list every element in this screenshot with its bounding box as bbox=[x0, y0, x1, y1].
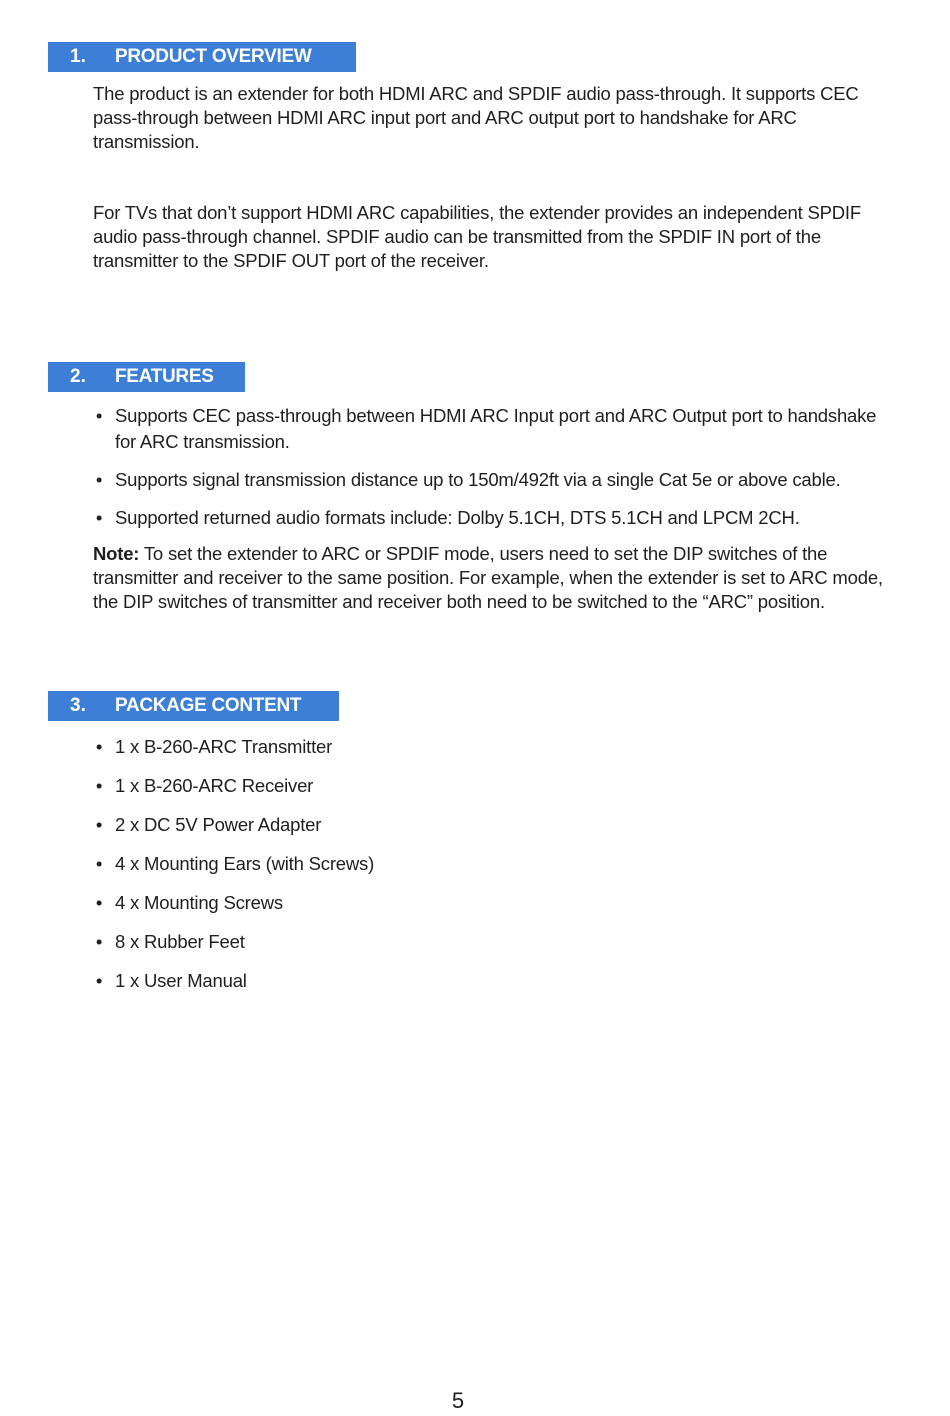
section-header-features bbox=[48, 362, 245, 392]
features-list bbox=[93, 403, 898, 543]
list-item-text: Supports CEC pass-through between HDMI ARC Input port and ARC Output port to handshake for ARC transmission. bbox=[115, 405, 877, 452]
features-note bbox=[93, 542, 898, 614]
list-item bbox=[93, 734, 898, 760]
bullet-icon: • bbox=[95, 814, 103, 835]
section-number: 1. bbox=[70, 46, 86, 67]
list-item-text: 1 x User Manual bbox=[115, 970, 247, 991]
list-item bbox=[93, 403, 898, 455]
list-item-text: 2 x DC 5V Power Adapter bbox=[115, 814, 322, 835]
list-item-text: 8 x Rubber Feet bbox=[115, 931, 245, 952]
section-number: 3. bbox=[70, 695, 86, 716]
section-title: FEATURES bbox=[115, 366, 214, 387]
overview-paragraph-1: The product is an extender for both HDMI ARC and SPDIF audio pass-through. It supports CEC pass-through between HDMI ARC input port and ARC output port to handshake for ARC transmission. bbox=[93, 83, 859, 152]
section-number: 2. bbox=[70, 366, 86, 387]
list-item bbox=[93, 968, 898, 994]
note-text: To set the extender to ARC or SPDIF mode, users need to set the DIP switches of the transmitter and receiver to the same position. For example, when the extender is set to ARC mode, the DIP switches of transmitter and receiver both need to be switched to the “ARC” position. bbox=[93, 543, 883, 612]
bullet-icon: • bbox=[95, 853, 103, 874]
note-label: Note: bbox=[93, 543, 140, 564]
overview-paragraph-2: For TVs that don’t support HDMI ARC capabilities, the extender provides an independent SPDIF audio pass-through channel. SPDIF audio can be transmitted from the SPDIF IN port of the transmitter to the SPDIF OUT port of the receiver. bbox=[93, 202, 861, 271]
bullet-icon: • bbox=[95, 469, 103, 490]
list-item bbox=[93, 929, 898, 955]
section-title: PACKAGE CONTENT bbox=[115, 695, 302, 716]
list-item-text: 1 x B-260-ARC Receiver bbox=[115, 775, 314, 796]
bullet-icon: • bbox=[95, 507, 103, 528]
section-title: PRODUCT OVERVIEW bbox=[115, 46, 312, 67]
list-item-text: 1 x B-260-ARC Transmitter bbox=[115, 736, 333, 757]
bullet-icon: • bbox=[95, 892, 103, 913]
package-content-list bbox=[93, 734, 898, 1007]
list-item-text: Supported returned audio formats include: Dolby 5.1CH, DTS 5.1CH and LPCM 2CH. bbox=[115, 507, 800, 528]
list-item bbox=[93, 812, 898, 838]
list-item-text: Supports signal transmission distance up to 150m/492ft via a single Cat 5e or above cable. bbox=[115, 469, 841, 490]
page-number: 5 bbox=[451, 1388, 465, 1413]
list-item-text: 4 x Mounting Screws bbox=[115, 892, 283, 913]
bullet-icon: • bbox=[95, 736, 103, 757]
bullet-icon: • bbox=[95, 970, 103, 991]
list-item bbox=[93, 505, 898, 531]
bullet-icon: • bbox=[95, 775, 103, 796]
section-header-product-overview bbox=[48, 42, 356, 72]
section-header-package-content bbox=[48, 691, 339, 721]
list-item bbox=[93, 890, 898, 916]
list-item-text: 4 x Mounting Ears (with Screws) bbox=[115, 853, 375, 874]
list-item bbox=[93, 467, 898, 493]
list-item bbox=[93, 773, 898, 799]
list-item bbox=[93, 851, 898, 877]
bullet-icon: • bbox=[95, 405, 103, 426]
bullet-icon: • bbox=[95, 931, 103, 952]
